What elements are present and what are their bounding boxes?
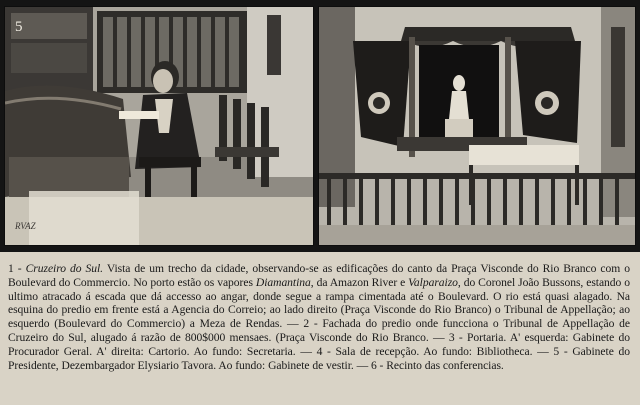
caption-item-title: Cruzeiro do Sul. [25, 262, 104, 275]
caption-item-number: 1 - [8, 262, 26, 275]
photo-signature: RVAZ [15, 221, 36, 231]
photo-president-office-image [5, 7, 313, 245]
photo-conference-room-image [319, 7, 635, 245]
photo-president-office [4, 6, 314, 246]
photo-corner-number: 5 [15, 19, 23, 35]
photo-conference-room [318, 6, 636, 246]
caption-text-part-c: , do Coronel João Bussons, estando o ultimo atracado á escada que dá accesso ao angar, donde segue a rampa cimentada até o Boulevard. O rio está quasi alagado. Na esquina do predio em frente está a Agencia do Correio; ao lado direito (Praça Visconde do Rio Branco) o Tribunal de Appellação; ao esquerdo (Boulevard do Commercio) a Meza de Rendas. — 2 - Fachada do predio onde funcciona o Tribunal de Appellação de Cruzeiro do Sul, alugado á razão de 800$000 mensaes. (Praça Visconde do Rio Branco. — 3 - Portaria. A' esquerda: Gabinete do Procurador Geral. A' direita: Cartorio. Ao fundo: Secretaria. — 4 - Sala de recepção. Ao fundo: Bibliotheca. — 5 - Gabinete do Presidente, Dezembargador Elysiario Tavora. Ao fundo: Gabinete de vestir. — 6 - Recinto das conferencias. [8, 275, 630, 372]
caption-text-part-b: , da Amazon River e [310, 275, 409, 289]
caption-ship-name: Diamantina [255, 275, 311, 289]
caption-text-part-a: Vista de um trecho da cidade, observando-se as edificações do canto da Praça Visconde do Rio Branco com o Boulevard do Commercio. No porto estão os vapores [8, 262, 630, 289]
photo-caption [8, 262, 630, 372]
caption-ship-name: Valparaizo [408, 275, 458, 289]
